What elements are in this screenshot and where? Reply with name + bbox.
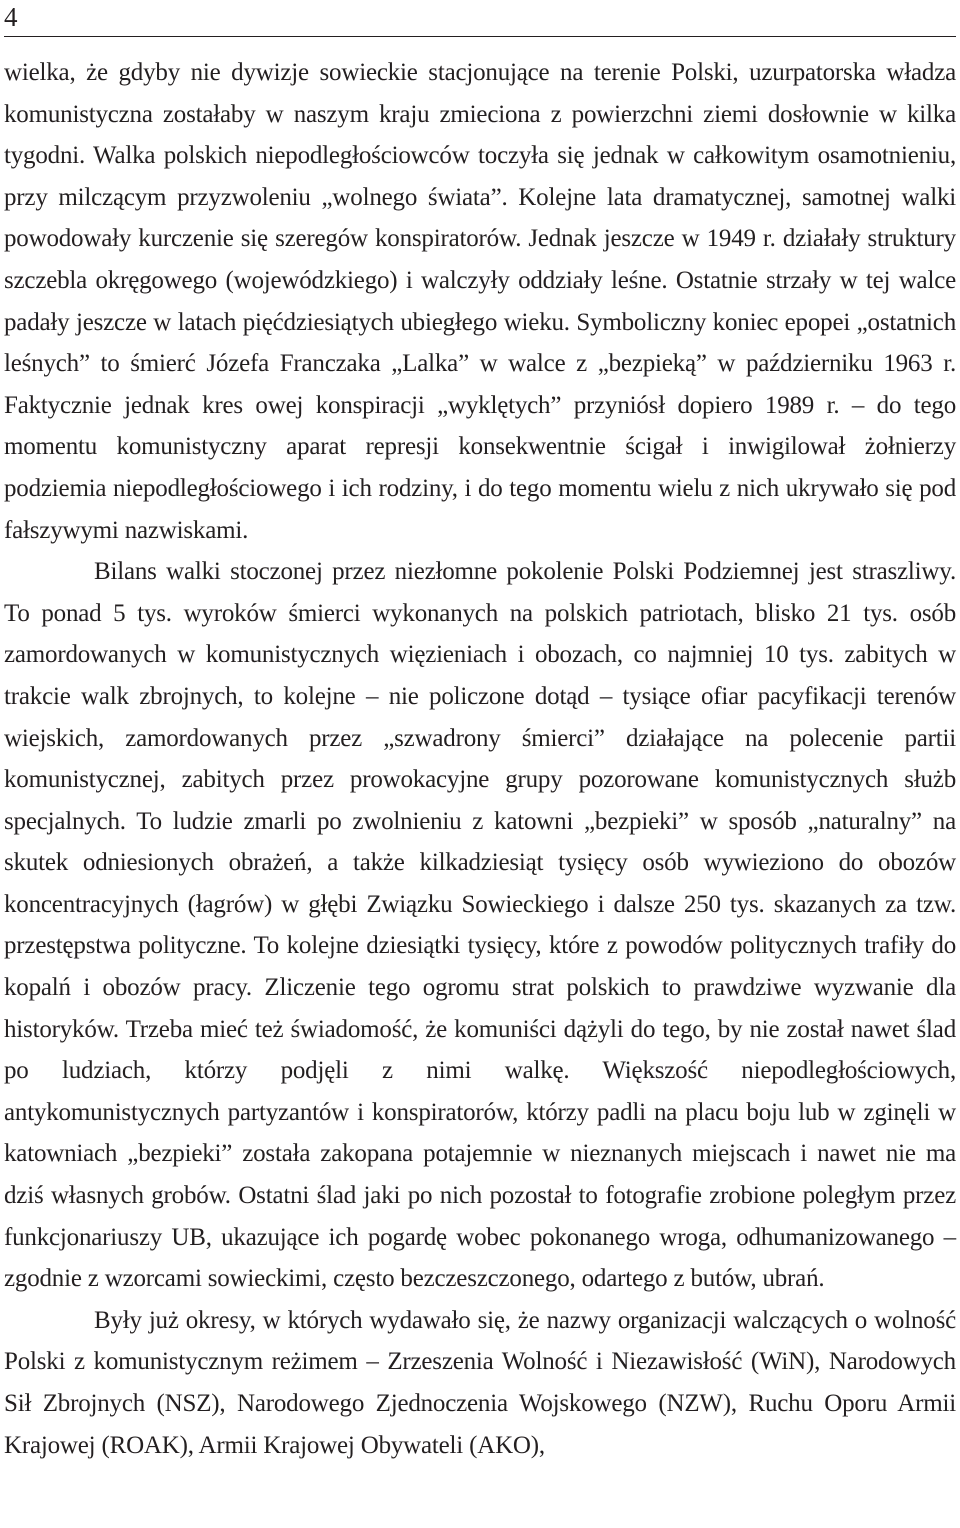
paragraph-continuation: wielka, że gdyby nie dywizje sowieckie stacjonujące na terenie Polski, uzurpatorska władza komunistyczna zostałaby w naszym kraju zmieciona z powierzchni ziemi dosłownie w kilka tygodni. Walka polskich niepodległościowców toczyła się jednak w całkowitym osamotnieniu, przy milczącym przyzwoleniu „wolnego świata”. Kolejne lata dramatycznej, samotnej walki powodowały kurczenie się szeregów konspiratorów. Jednak jeszcze w 1949 r. działały struktury szczebla okręgowego (wojewódzkiego) i walczyły oddziały leśne. Ostatnie strzały w tej walce padały jeszcze w latach pięćdziesiątych ubiegłego wieku. Symboliczny koniec epopei „ostatnich leśnych” to śmierć Józefa Franczaka „Lalka” w walce z „bezpieką” w październiku 1963 r. Faktycznie jednak kres owej konspiracji „wyklętych” przyniósł dopiero 1989 r. – do tego momentu komunistyczny aparat represji konsekwentnie ścigał i inwigilował żołnierzy podziemia niepodległościowego i ich rodziny, i do tego momentu wielu z nich ukrywało się pod fałszywymi nazwiskami. (4, 59, 956, 544)
body-text (4, 52, 956, 1466)
page-number: 4 (4, 2, 18, 32)
header-rule (4, 36, 956, 37)
paragraph-casualty-balance: Bilans walki stoczonej przez niezłomne pokolenie Polski Podziemnej jest straszliwy. To ponad 5 tys. wyroków śmierci wykonanych na polskich patriotach, blisko 21 tys. osób zamordowanych w komunistycznych więzieniach i obozach, co najmniej 10 tys. zabitych w trakcie walk zbrojnych, to kolejne – nie policzone dotąd – tysiące ofiar pacyfikacji terenów wiejskich, zamordowanych przez „szwadrony śmierci” działające na polecenie partii komunistycznej, zabitych przez prowokacyjne grupy pozorowane komunistycznych służb specjalnych. To ludzie zmarli po zwolnieniu z katowni „bezpieki” w sposób „naturalny” na skutek odniesionych obrażeń, a także kilkadziesiąt tysięcy osób wywieziono do obozów koncentracyjnych (łagrów) w głębi Związku Sowieckiego i dalsze 250 tys. skazanych za tzw. przestępstwa polityczne. To kolejne dziesiątki tysięcy, które z powodów politycznych trafiły do kopalń i obozów pracy. Zliczenie tego ogromu strat polskich to prawdziwe wyzwanie dla historyków. Trzeba mieć też świadomość, że komuniści dążyli do tego, by nie został nawet ślad po ludziach, którzy podjęli z nimi walkę. Większość niepodległościowych, antykomunistycznych partyzantów i konspiratorów, którzy padli na placu boju lub w zginęli w katowniach „bezpieki” została zakopana potajemnie w nieznanych miejscach i nawet nie ma dziś własnych grobów. Ostatni ślad jaki po nich pozostał to fotografie zrobione poległym przez funkcjonariuszy UB, ukazujące ich pogardę wobec pokonanego wroga, odhumanizowanego – zgodnie z wzorcami sowieckimi, często bezczeszczonego, odartego z butów, ubrań. (4, 558, 956, 1293)
paragraph-organizations: Były już okresy, w których wydawało się, że nazwy organizacji walczących o wolność Polski z komunistycznym reżimem – Zrzeszenia Wolność i Niezawisłość (WiN), Narodowych Sił Zbrojnych (NSZ), Narodowego Zjednoczenia Wojskowego (NZW), Ruchu Oporu Armii Krajowej (ROAK), Armii Krajowej Obywateli (AKO), (4, 1306, 956, 1459)
